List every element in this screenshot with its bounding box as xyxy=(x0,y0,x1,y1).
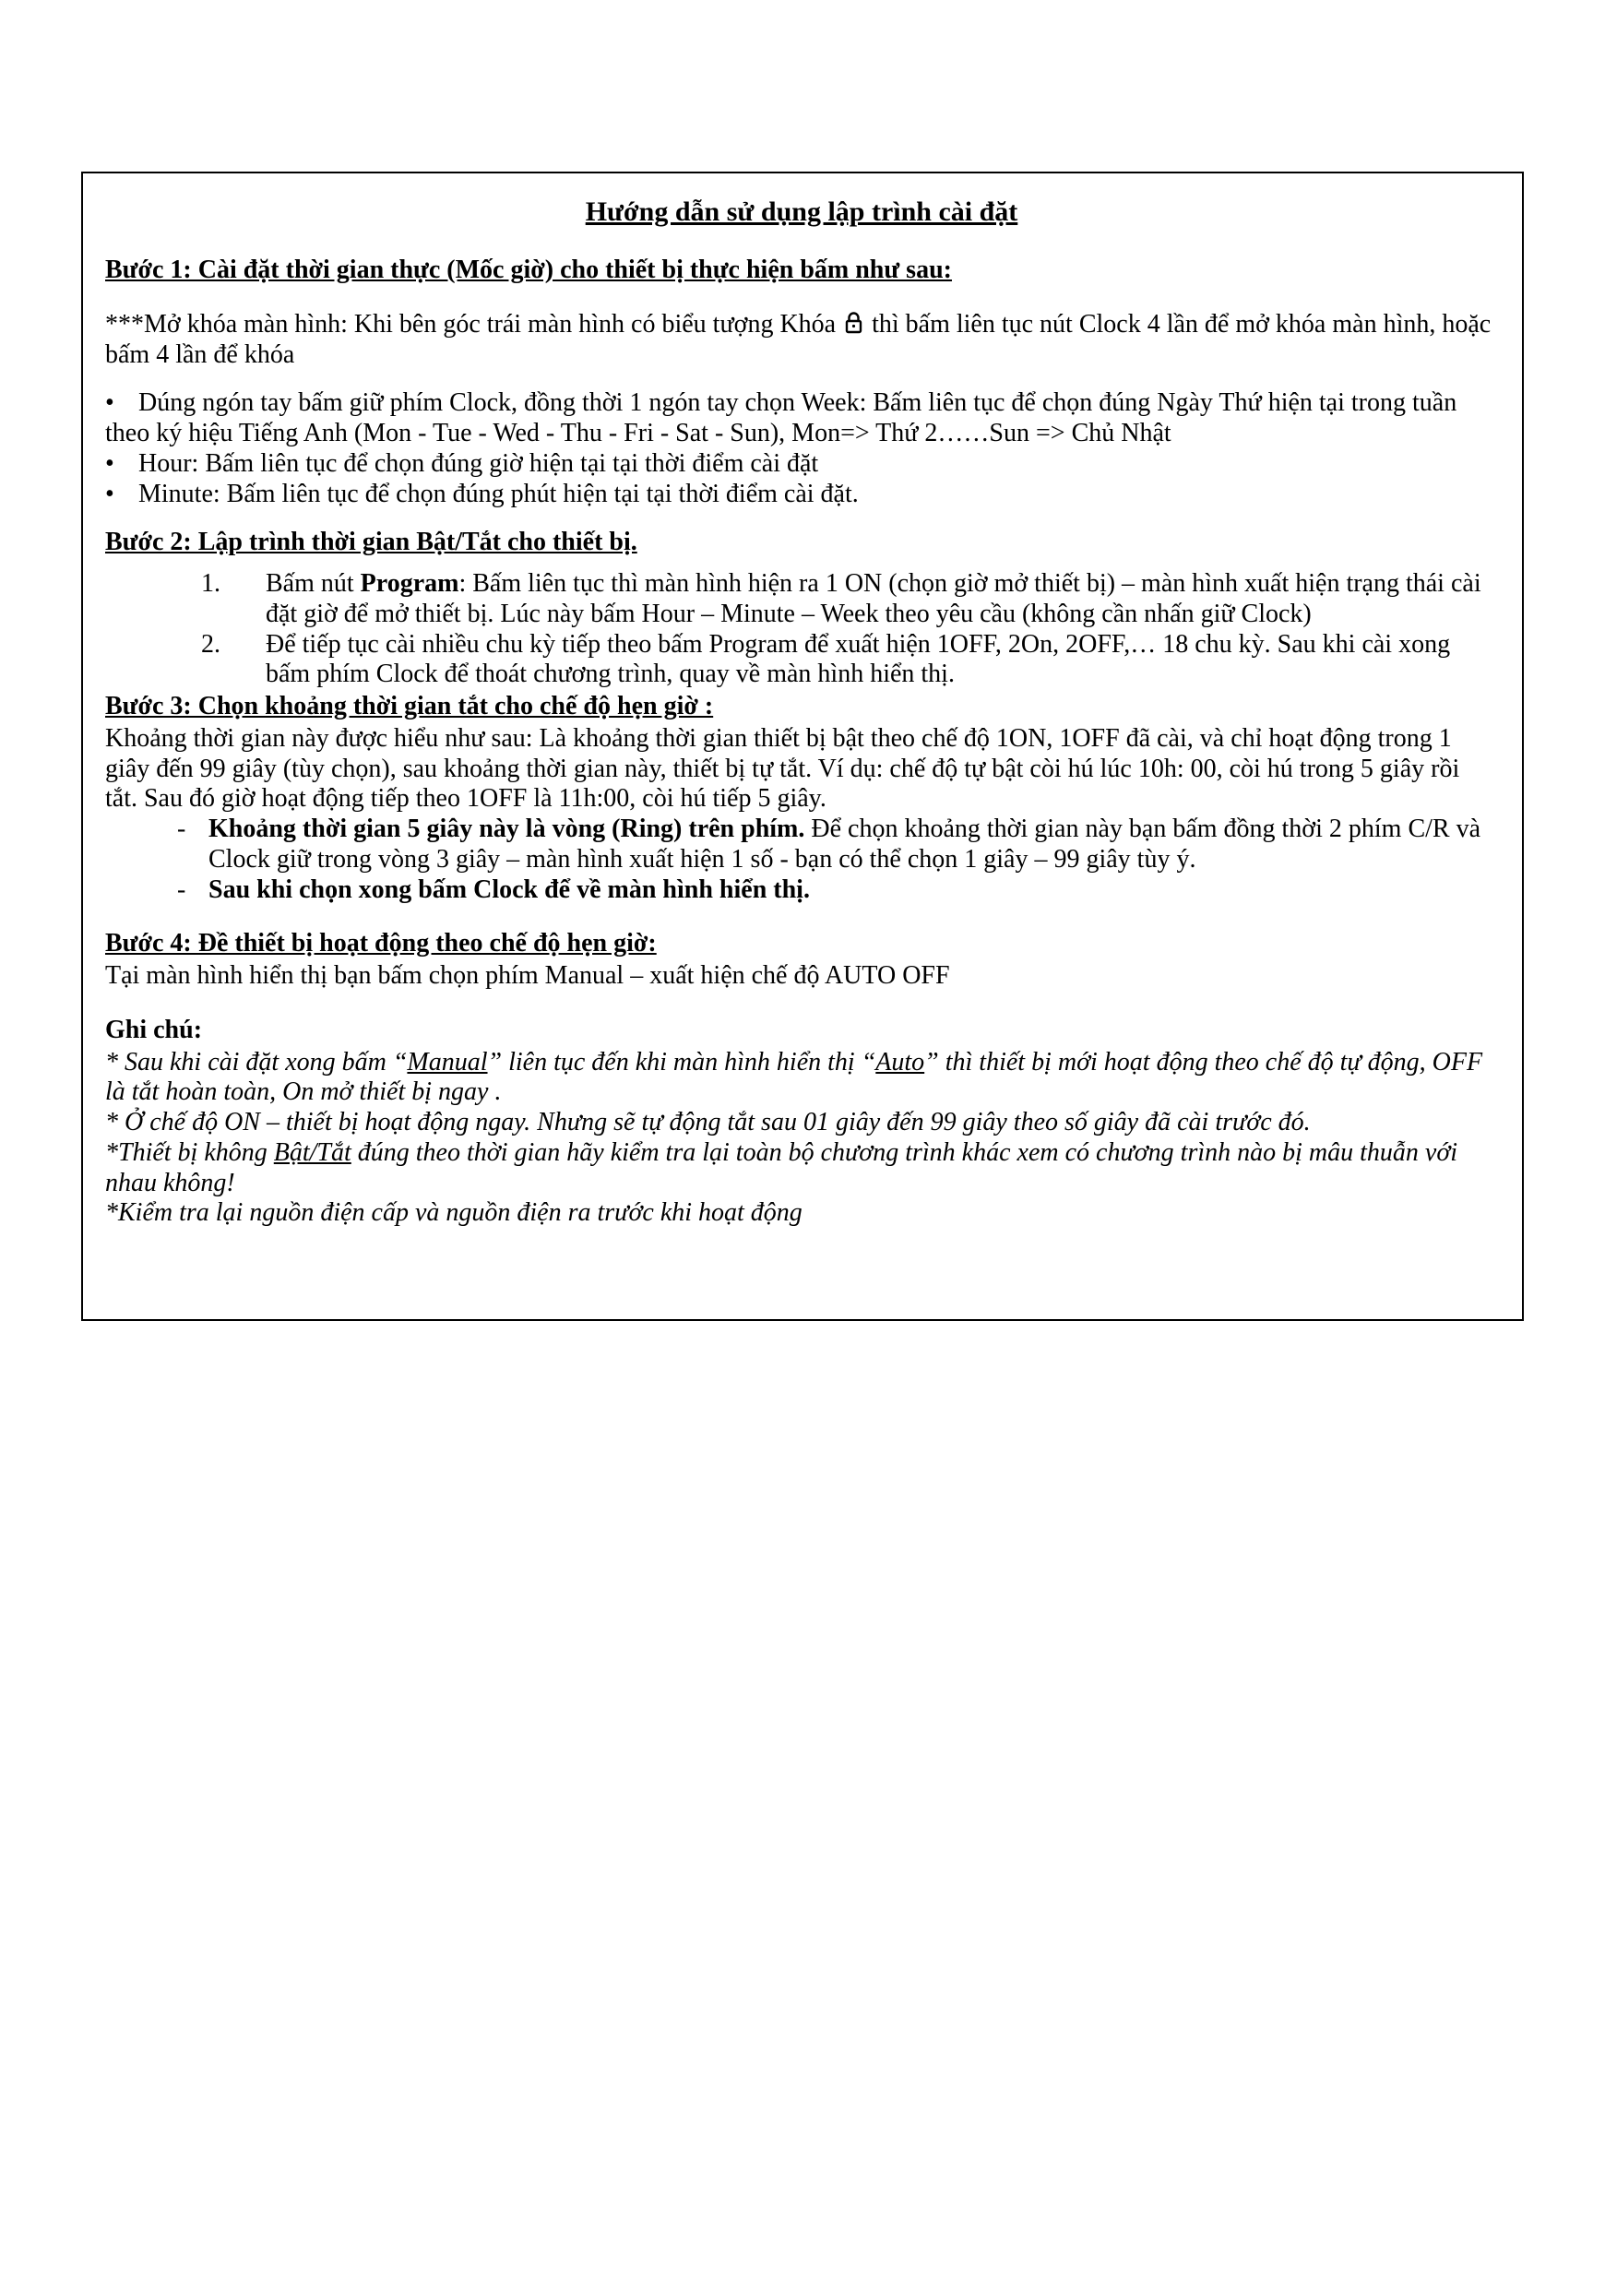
dash-marker: - xyxy=(177,815,186,844)
numbered-item-program xyxy=(105,569,1498,630)
bullet-item-hour xyxy=(105,449,1498,480)
manual-keyword: Manual xyxy=(407,1047,488,1077)
step4-heading: Bước 4: Đề thiết bị hoạt động theo chế độ hẹn giờ: xyxy=(105,929,657,958)
unlock-instructions xyxy=(105,310,1498,371)
step1-bullet-list xyxy=(105,388,1498,509)
bullet-text: Dúng ngón tay bấm giữ phím Clock, đồng thời 1 ngón tay chọn Week: Bấm liên tục để chọn đúng Ngày Thứ hiện tại trong tuần theo ký hiệu Tiếng Anh (Mon - Tue - Wed - Thu - Fri - Sat - Sun), Mon=> Thứ 2……Sun => Chủ Nhật xyxy=(105,388,1457,448)
bullet-marker: • xyxy=(105,448,114,478)
note-text: *Thiết bị không xyxy=(105,1137,274,1167)
note-conflict xyxy=(105,1138,1498,1199)
ring-bold-text: Khoảng thời gian 5 giây này là vòng (Ring) trên phím. xyxy=(208,815,805,844)
bullet-marker: • xyxy=(105,479,114,508)
dash-item-clock xyxy=(105,875,1498,906)
ring-rest-text: Để chọn khoảng thời gian này bạn bấm đồng thời 2 phím C/R và Clock giữ trong vòng 3 giây – màn hình xuất hiện 1 số - bạn có thể chọn 1 giây – 99 giây tùy ý. xyxy=(208,815,1481,874)
note-text: * Sau khi cài đặt xong bấm “ xyxy=(105,1047,408,1077)
notes-heading: Ghi chú: xyxy=(105,1015,203,1044)
bullet-text: Minute: Bấm liên tục để chọn đúng phút hiện tại tại thời điểm cài đặt. xyxy=(138,479,859,508)
note-on-mode: * Ở chế độ ON – thiết bị hoạt động ngay. Nhưng sẽ tự động tắt sau 01 giây đến 99 giây theo số giây đã cài trước đó. xyxy=(105,1108,1311,1137)
bullet-marker: • xyxy=(105,388,114,418)
numbered-item-cycles xyxy=(105,630,1498,691)
item-number: 1. xyxy=(201,569,220,599)
item-text-post: : Bấm liên tục thì màn hình hiện ra 1 ON (chọn giờ mở thiết bị) – màn hình xuất hiện trạng thái cài đặt giờ để mở thiết bị. Lúc này bấm Hour – Minute – Week theo yêu cầu (không cần nhấn giữ Clock) xyxy=(266,569,1481,628)
step4-paragraph: Tại màn hình hiển thị bạn bấm chọn phím Manual – xuất hiện chế độ AUTO OFF xyxy=(105,961,950,991)
dash-bold-text: Sau khi chọn xong bấm Clock để về màn hình hiển thị. xyxy=(208,874,810,904)
note-text: ” thì thiết bị mới hoạt động theo chế độ tự động, OFF là tắt hoàn toàn, On mở thiết bị ngay . xyxy=(105,1047,1483,1107)
document-title: Hướng dẫn sử dụng lập trình cài đặt xyxy=(585,196,1018,227)
note-power-check: *Kiểm tra lại nguồn điện cấp và nguồn điện ra trước khi hoạt động xyxy=(105,1198,802,1228)
bullet-text: Hour: Bấm liên tục để chọn đúng giờ hiện tại tại thời điểm cài đặt xyxy=(138,448,819,478)
note-text: đúng theo thời gian hãy kiểm tra lại toàn bộ chương trình khác xem có chương trình nào bị mâu thuẫn với nhau không! xyxy=(105,1137,1458,1197)
bullet-item-minute xyxy=(105,480,1498,510)
program-keyword: Program xyxy=(360,569,459,599)
unlock-text-pre: ***Mở khóa màn hình: Khi bên góc trái màn hình có biểu tượng Khóa xyxy=(105,309,837,339)
document-border xyxy=(81,172,1524,1321)
step3-heading: Bước 3: Chọn khoảng thời gian tắt cho chế độ hẹn giờ : xyxy=(105,692,714,721)
item-text-pre: Bấm nút xyxy=(266,569,361,599)
bat-tat-keyword: Bật/Tắt xyxy=(273,1137,351,1167)
note-text: ” liên tục đến khi màn hình hiển thị “ xyxy=(487,1047,876,1077)
item-text xyxy=(266,569,1498,630)
auto-keyword: Auto xyxy=(875,1047,925,1077)
step2-numbered-list xyxy=(105,569,1498,690)
step2-heading: Bước 2: Lập trình thời gian Bật/Tắt cho thiết bị. xyxy=(105,528,637,557)
bullet-item-week xyxy=(105,388,1498,449)
item-text: Để tiếp tục cài nhiều chu kỳ tiếp theo bấm Program để xuất hiện 1OFF, 2On, 2OFF,… 18 chu kỳ. Sau khi cài xong bấm phím Clock để thoát chương trình, quay về màn hình hiển thị. xyxy=(266,629,1451,689)
lock-icon xyxy=(842,310,865,339)
note-manual-auto xyxy=(105,1048,1498,1109)
dash-marker: - xyxy=(177,874,186,904)
item-number: 2. xyxy=(201,629,220,659)
dash-text xyxy=(208,815,1498,875)
step3-dash-list xyxy=(105,815,1498,905)
step3-paragraph: Khoảng thời gian này được hiểu như sau: Là khoảng thời gian thiết bị bật theo chế độ 1ON, 1OFF đã cài, và chỉ hoạt động trong 1 giây đến 99 giây (tùy chọn), sau khoảng thời gian này, thiết bị tự tắt. Ví dụ: chế độ tự bật còi hú lúc 10h: 00, còi hú trong 5 giây rồi tắt. Sau đó giờ hoạt động tiếp theo 1OFF là 11h:00, còi hú tiếp 5 giây. xyxy=(105,723,1460,814)
step1-heading: Bước 1: Cài đặt thời gian thực (Mốc giờ) cho thiết bị thực hiện bấm như sau: xyxy=(105,256,952,285)
dash-item-ring xyxy=(105,815,1498,875)
unlock-text-post: thì bấm liên tục nút Clock 4 lần để mở khóa màn hình, hoặc bấm 4 lần để khóa xyxy=(105,309,1492,369)
